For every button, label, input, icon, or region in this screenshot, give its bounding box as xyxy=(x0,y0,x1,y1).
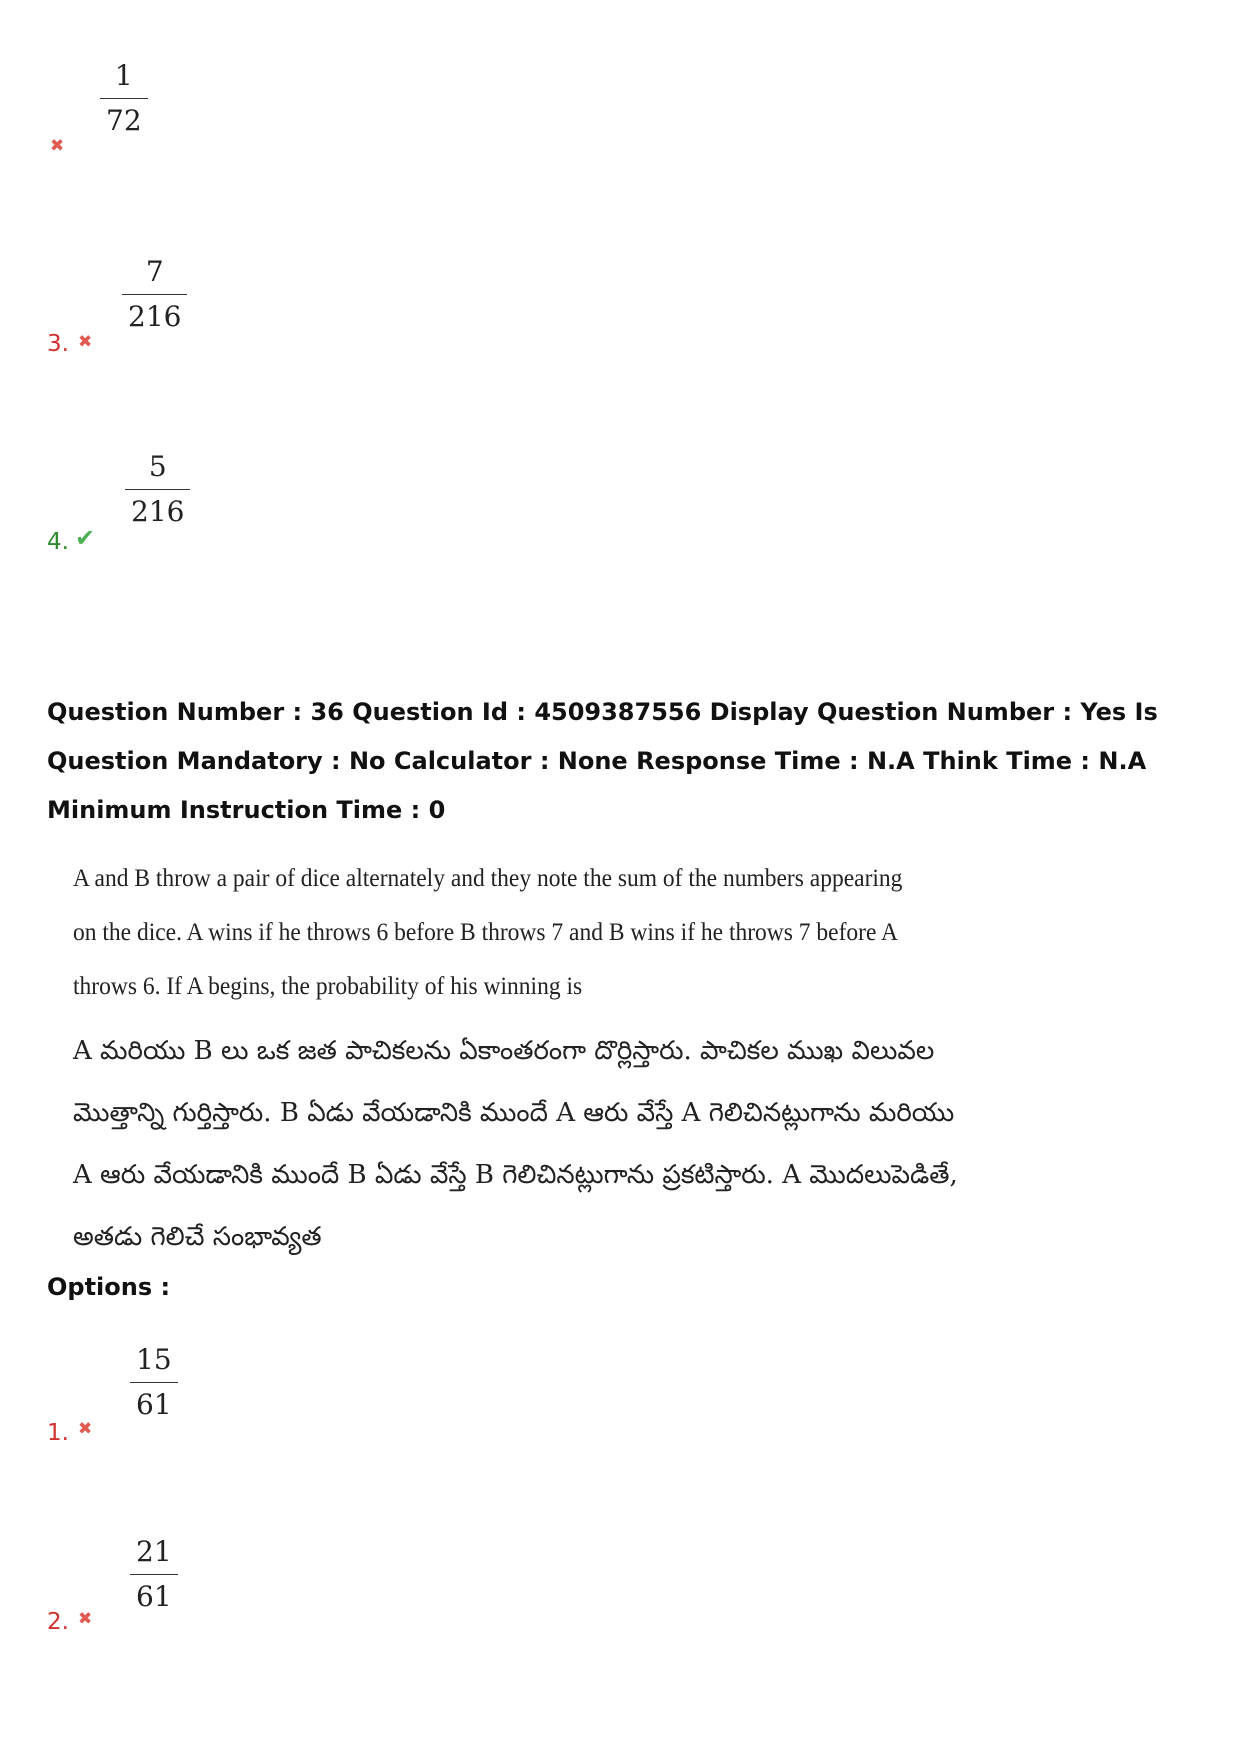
option-number: 2. xyxy=(47,1609,69,1635)
question-text xyxy=(73,852,963,1268)
fraction xyxy=(122,255,187,333)
question-text-telugu: A మరియు B లు ఒక జత పాచికలను ఏకాంతరంగా దొర్లిస్తారు. పాచికల ముఖ విలువల మొత్తాన్ని గుర్తిస్తారు. B ఏడు వేయడానికి ముందే A ఆరు వేస్తే A గెలిచినట్లుగాను మరియు A ఆరు వేయడానికి ముందే B ఏడు వేస్తే B గెలిచినట్లుగాను ప్రకటిస్తారు. A మొదలుపెడితే, అతడు గెలిచే సంభావ్యత xyxy=(73,1036,958,1252)
denominator: 216 xyxy=(131,495,185,528)
fraction xyxy=(130,1343,178,1421)
numerator: 15 xyxy=(136,1343,172,1376)
numerator: 7 xyxy=(145,255,164,288)
fraction xyxy=(125,450,190,528)
numerator: 21 xyxy=(136,1535,172,1568)
cross-icon: ✖ xyxy=(78,1609,93,1629)
numerator: 5 xyxy=(148,450,167,483)
cross-icon: ✖ xyxy=(50,136,65,156)
question-meta: Question Number : 36 Question Id : 4509387556 Display Question Number : Yes Is Question Mandatory : No Calculator : None Response Time : N.A Think Time : N.A Minimum Instruction Time : 0 xyxy=(47,698,1158,824)
denominator: 61 xyxy=(136,1580,172,1613)
option-number: 3. xyxy=(47,331,69,357)
check-icon: ✔ xyxy=(75,524,96,552)
denominator: 216 xyxy=(128,300,182,333)
cross-icon: ✖ xyxy=(78,332,93,352)
question-text-english: A and B throw a pair of dice alternately and they note the sum of the numbers appearing on the dice. A wins if he throws 6 before B throws 7 and B wins if he throws 7 before A throws 6. If A begins, the probability of his winning is xyxy=(73,865,903,1000)
options-label: Options : xyxy=(47,1273,171,1301)
denominator: 72 xyxy=(106,104,142,137)
denominator: 61 xyxy=(136,1388,172,1421)
option-number: 4. xyxy=(47,529,69,555)
option-number: 1. xyxy=(47,1420,69,1446)
fraction xyxy=(100,59,148,137)
numerator: 1 xyxy=(114,59,133,92)
cross-icon: ✖ xyxy=(78,1419,93,1439)
fraction xyxy=(130,1535,178,1613)
